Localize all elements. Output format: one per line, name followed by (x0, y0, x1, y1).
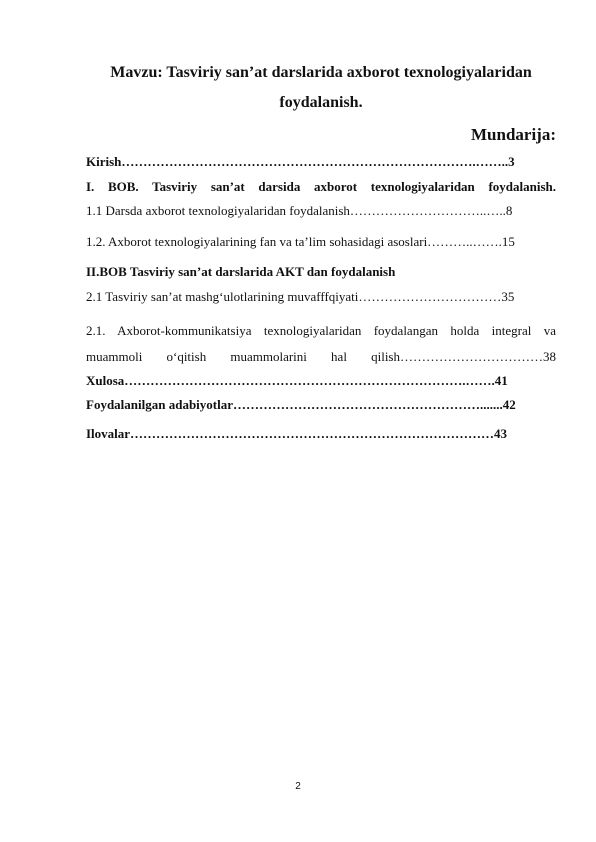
toc-heading: Mundarija: (471, 125, 556, 144)
toc-entry-references: Foydalanilgan adabiyotlar………………………………………………….......42 (86, 397, 516, 412)
toc-entry-appendices: Ilovalar…………………………………………………………………………43 (86, 426, 508, 441)
document-title: Mavzu: Tasviriy san’at darslarida axborot texnologiyalaridan foydalanish. (110, 64, 532, 111)
toc-entry-conclusion: Xulosa…………………………………………………………………….…….41 (86, 373, 508, 388)
toc-entry-section-2-1-integral: 2.1. Axborot-kommunikatsiya texnologiyalaridan foydalangan holda integral va muammoli o‘qitish muammolarini hal qilish……………………………38 (86, 323, 556, 364)
toc-entry-section-1-1: 1.1 Darsda axborot texnologiyalaridan foydalanish…………………………..…..8 (86, 203, 513, 218)
toc-entry-section-1-2: 1.2. Axborot texnologiyalarining fan va ta’lim sohasidagi asoslari………..…….15 (86, 234, 515, 249)
toc-entry-chapter-1: I. BOB. Tasviriy san’at darsida axborot texnologiyalaridan foydalanish. (86, 179, 556, 194)
toc-entry-section-2-1: 2.1 Tasviriy san’at mashg‘ulotlarining muvafffqiyati……………………………35 (86, 289, 515, 304)
toc-entry-introduction: Kirish……………………………………………………………………….……..3 (86, 154, 515, 169)
page-number: 2 (295, 781, 301, 792)
toc-entry-chapter-2: II.BOB Tasviriy san’at darslarida AKT dan foydalanish (86, 264, 396, 279)
